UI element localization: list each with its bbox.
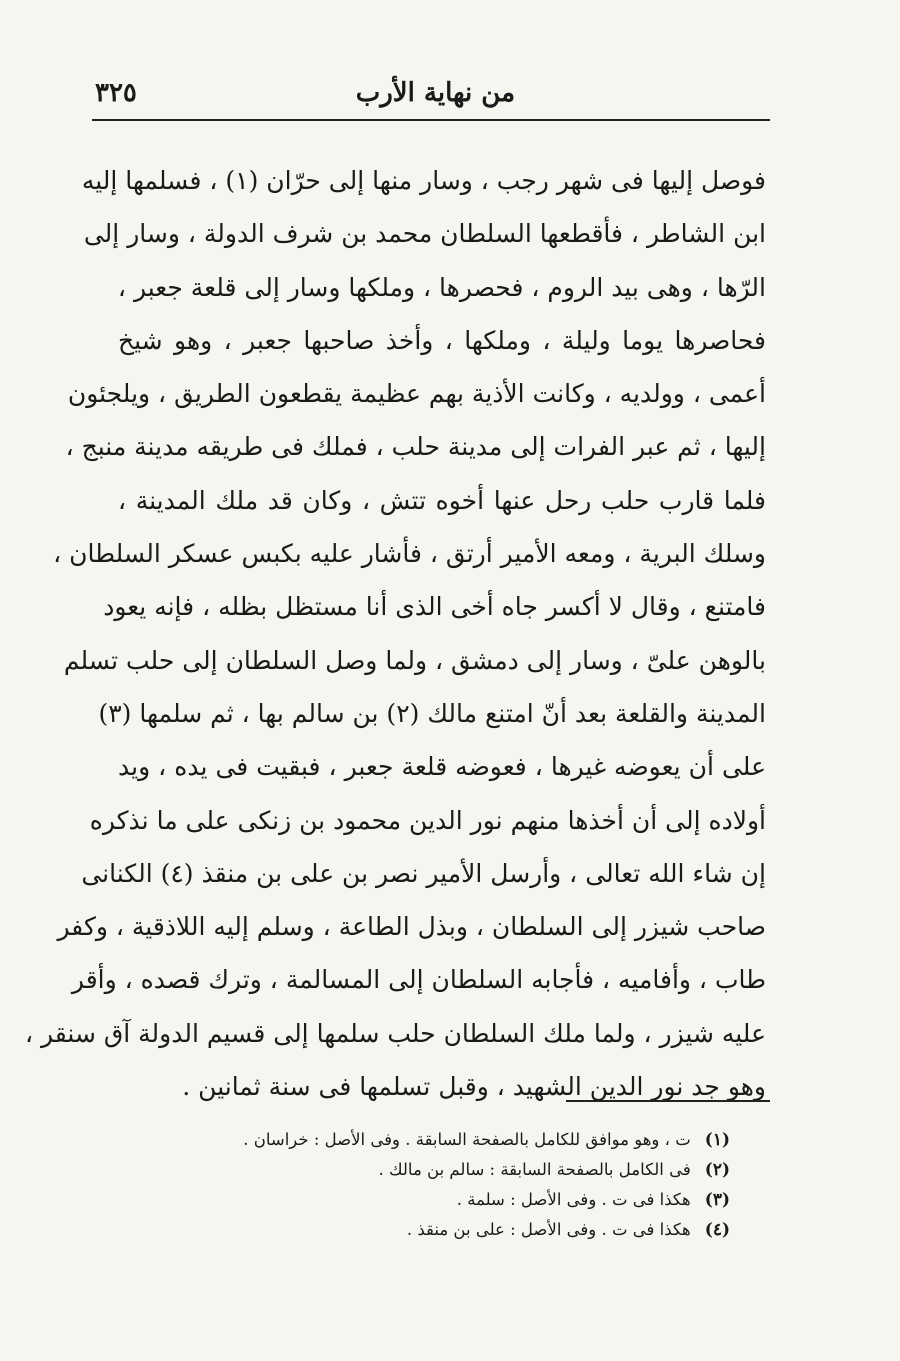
footnote-text: هكذا فى ت . وفى الأصل : سلمة .	[456, 1190, 691, 1209]
footnote	[118, 1215, 730, 1245]
text-line: أعمى ، وولديه ، وكانت الأذية بهم عظيمة يقطعون الطريق ، ويلجئون	[67, 379, 766, 409]
footnote-text: فى الكامل بالصفحة السابقة : سالم بن مالك .	[378, 1160, 691, 1179]
text-line: وهو جد نور الدين الشهيد ، وقبل تسلمها فى سنة ثمانين .	[182, 1072, 766, 1102]
text-line: فحاصرها يوما وليلة ، وملكها ، وأخذ صاحبها جعبر ، وهو شيخ	[118, 325, 766, 355]
text-line: عليه شيزر ، ولما ملك السلطان حلب سلمها إلى قسيم الدولة آق سنقر ،	[24, 1018, 766, 1048]
main-text	[24, 154, 766, 1113]
text-line: فوصل إليها فى شهر رجب ، وسار منها إلى حرّان (١) ، فسلمها إليه	[81, 166, 766, 195]
text-line: وسلك البرية ، ومعه الأمير أرتق ، فأشار عليه بكبس عسكر السلطان ،	[53, 539, 766, 569]
text-line: الرّها ، وهى بيد الروم ، فحصرها ، وملكها وسار إلى قلعة جعبر ،	[117, 272, 766, 302]
header-rule	[92, 119, 770, 121]
text-line: بالوهن علىّ ، وسار إلى دمشق ، ولما وصل السلطان إلى حلب تسلم	[63, 645, 766, 675]
text-line: فلما قارب حلب رحل عنها أخوه تتش ، وكان قد ملك المدينة ،	[118, 485, 766, 515]
text-line: إن شاء الله تعالى ، وأرسل الأمير نصر بن على بن منقذ (٤) الكنانى	[81, 858, 766, 888]
text-line: طاب ، وأفاميه ، فأجابه السلطان إلى المسالمة ، وترك قصده ، وأقر	[71, 965, 766, 995]
footnote-number: (١)	[704, 1130, 730, 1150]
footnote-number: (٢)	[704, 1160, 730, 1180]
footnote-text: هكذا فى ت . وفى الأصل : على بن منقذ .	[406, 1220, 691, 1239]
footnote	[118, 1185, 730, 1215]
footnote-number: (٣)	[704, 1190, 730, 1210]
page-number: ٣٢٥	[95, 78, 137, 108]
text-line: على أن يعوضه غيرها ، فعوضه قلعة جعبر ، فبقيت فى يده ، ويد	[118, 752, 766, 782]
text-line: صاحب شيزر إلى السلطان ، وبذل الطاعة ، وسلم إليه اللاذقية ، وكفر	[57, 912, 766, 942]
footnote	[118, 1155, 730, 1185]
text-line: المدينة والقلعة بعد أنّ امتنع مالك (٢) بن سالم بها ، ثم سلمها (٣)	[98, 698, 766, 728]
footnote-text: ت ، وهو موافق للكامل بالصفحة السابقة . وفى الأصل : خراسان .	[243, 1130, 691, 1149]
running-header	[95, 78, 770, 118]
text-line: فامتنع ، وقال لا أكسر جاه أخى الذى أنا مستظل بظله ، فإنه يعود	[103, 592, 766, 622]
text-line: ابن الشاطر ، فأقطعها السلطان محمد بن شرف الدولة ، وسار إلى	[83, 219, 766, 249]
running-title: من نهاية الأرب	[355, 78, 515, 108]
footnotes	[118, 1125, 730, 1245]
footnote-number: (٤)	[704, 1220, 730, 1240]
text-line: إليها ، ثم عبر الفرات إلى مدينة حلب ، فملك فى طريقه مدينة منبج ،	[65, 432, 766, 462]
text-line: أولاده إلى أن أخذها منهم نور الدين محمود بن زنكى على ما نذكره	[89, 805, 766, 835]
footnote	[118, 1125, 730, 1155]
footnote-rule	[566, 1100, 770, 1102]
